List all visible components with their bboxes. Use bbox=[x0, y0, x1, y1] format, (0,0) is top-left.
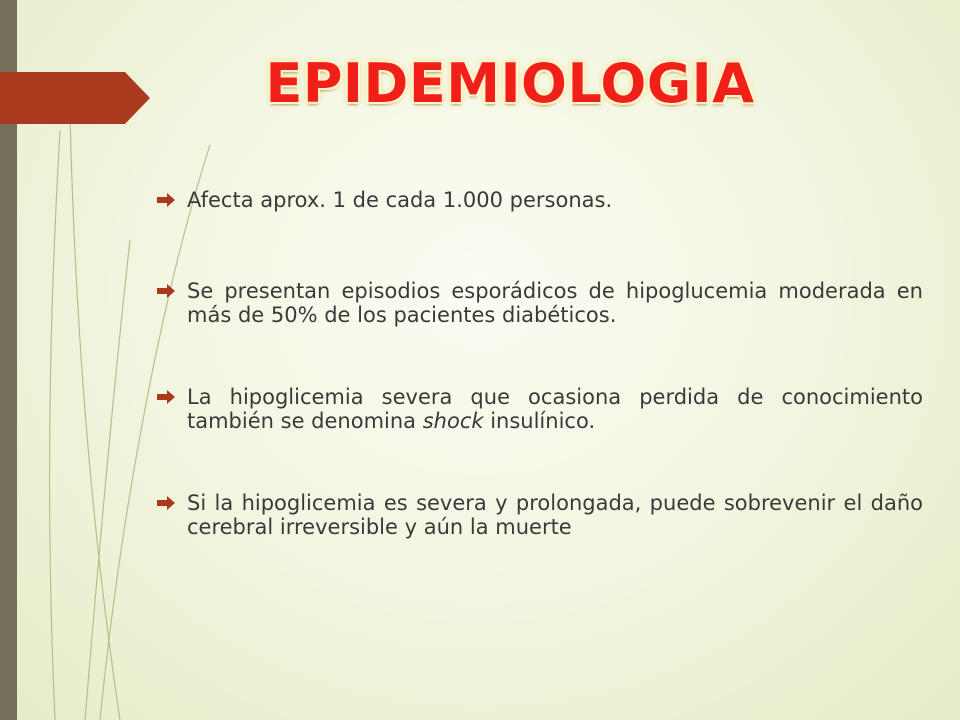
bullet-item bbox=[155, 188, 923, 212]
bullet-text: Se presentan episodios esporádicos de hipoglucemia moderada en más de 50% de los pacientes diabéticos. bbox=[187, 279, 923, 327]
bullet-text-italic: shock bbox=[422, 409, 484, 433]
bullet-list bbox=[155, 188, 923, 539]
chevron-arrow-icon bbox=[157, 191, 175, 209]
chevron-arrow-icon bbox=[157, 388, 175, 406]
chevron-arrow-icon bbox=[157, 494, 175, 512]
bullet-text: Afecta aprox. 1 de cada 1.000 personas. bbox=[187, 188, 613, 212]
bullet-item bbox=[155, 279, 923, 327]
bullet-item bbox=[155, 385, 923, 433]
chevron-arrow-icon bbox=[157, 282, 175, 300]
bullet-text-after: insulínico. bbox=[483, 409, 596, 433]
bullet-text: Si la hipoglicemia es severa y prolongada, puede sobrevenir el daño cerebral irreversible y aún la muerte bbox=[187, 491, 923, 539]
bullet-item bbox=[155, 491, 923, 539]
slide-title: EPIDEMIOLOGIA bbox=[265, 52, 755, 115]
bullet-text-before: La hipoglicemia severa que ocasiona perdida de conocimiento también se denomina bbox=[187, 385, 923, 433]
title-tab-arrow bbox=[0, 72, 150, 124]
bullet-text bbox=[187, 385, 923, 433]
